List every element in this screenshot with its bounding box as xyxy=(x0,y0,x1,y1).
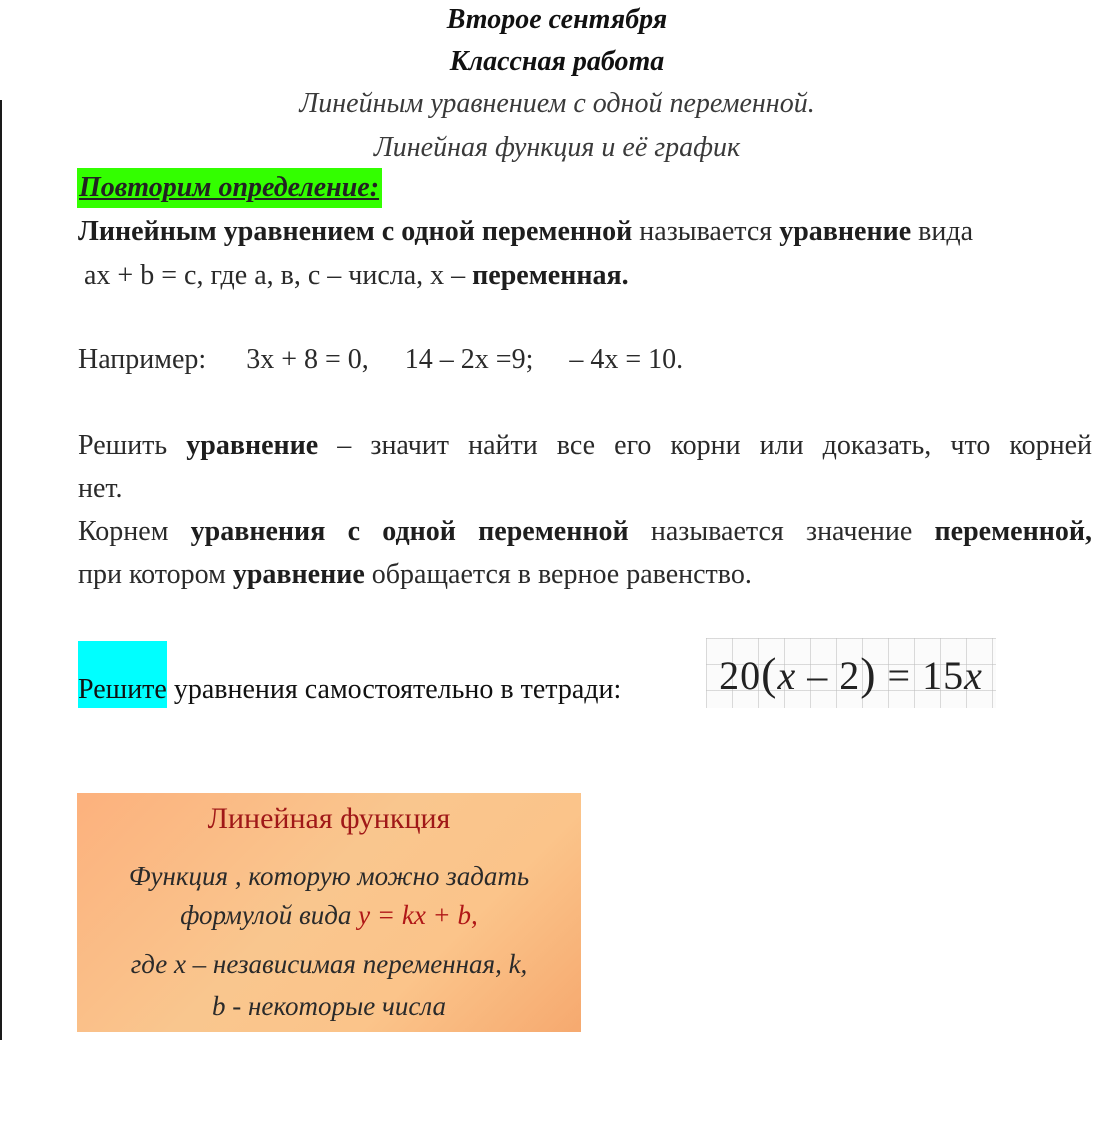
task-rest: уравнения самостоятельно в тетради: xyxy=(166,674,622,705)
example-equation-1: 3x + 8 = 0, xyxy=(246,344,369,375)
definition-variable: переменная. xyxy=(472,260,629,291)
task-highlight: Решите xyxy=(78,641,167,708)
work-type-heading: Классная работа xyxy=(449,46,665,77)
definition-form: ax + b = c, где а, в, с – числа, х – xyxy=(84,260,473,291)
left-margin-rule xyxy=(0,100,2,1040)
repeat-definition-label: Повторим определение: xyxy=(77,168,382,208)
example-equation-2: 14 – 2x =9; xyxy=(404,344,534,375)
date-heading: Второе сентября xyxy=(446,4,668,35)
root-line2-bold: уравнение xyxy=(232,559,365,590)
topic-heading-2: Линейная функция и её график xyxy=(373,132,741,163)
card-line-4: b - некоторые числа xyxy=(212,991,446,1021)
topic-heading-1: Линейным уравнением с одной переменной. xyxy=(299,88,815,119)
definition-term: Линейным уравнением с одной переменной xyxy=(78,216,633,247)
card-line-2: формулой вида y = kx + b, xyxy=(180,900,478,930)
solve-rest: – значит найти все его корни или доказать, что корней xyxy=(318,430,1092,461)
root-start: Корнем xyxy=(78,516,191,547)
root-definition-line-1 xyxy=(78,510,1092,553)
task-formula: 20(x – 2) = 15x xyxy=(719,647,983,699)
root-bold-1: уравнения с одной переменной xyxy=(190,516,629,547)
root-mid: называется значение xyxy=(628,516,935,547)
card-title: Линейная функция xyxy=(207,802,451,835)
definition-line-2 xyxy=(84,254,629,297)
root-line2-end: обращается в верное равенство. xyxy=(364,559,752,590)
card-formula: y = kx + b, xyxy=(358,900,478,930)
root-bold-2: переменной, xyxy=(934,516,1092,547)
solve-definition-line-1 xyxy=(78,424,1092,467)
solve-bold: уравнение xyxy=(186,430,319,461)
card-line-1: Функция , которую можно задать xyxy=(128,861,530,891)
solve-definition-line-2: нет. xyxy=(78,473,123,504)
example-label: Например: xyxy=(78,344,207,375)
task-line xyxy=(78,668,621,711)
root-definition-line-2 xyxy=(78,553,752,596)
example-equation-3: – 4x = 10. xyxy=(569,344,684,375)
solve-start: Решить xyxy=(78,430,187,461)
definition-line-1 xyxy=(78,210,973,253)
example-line xyxy=(78,338,683,381)
definition-mid: называется xyxy=(632,216,780,247)
root-line2-start: при котором xyxy=(78,559,233,590)
task-formula-image xyxy=(706,638,996,708)
definition-bold-equation: уравнение xyxy=(779,216,912,247)
card-line-3: где x – независимая переменная, k, xyxy=(130,949,528,979)
definition-end: вида xyxy=(911,216,974,247)
